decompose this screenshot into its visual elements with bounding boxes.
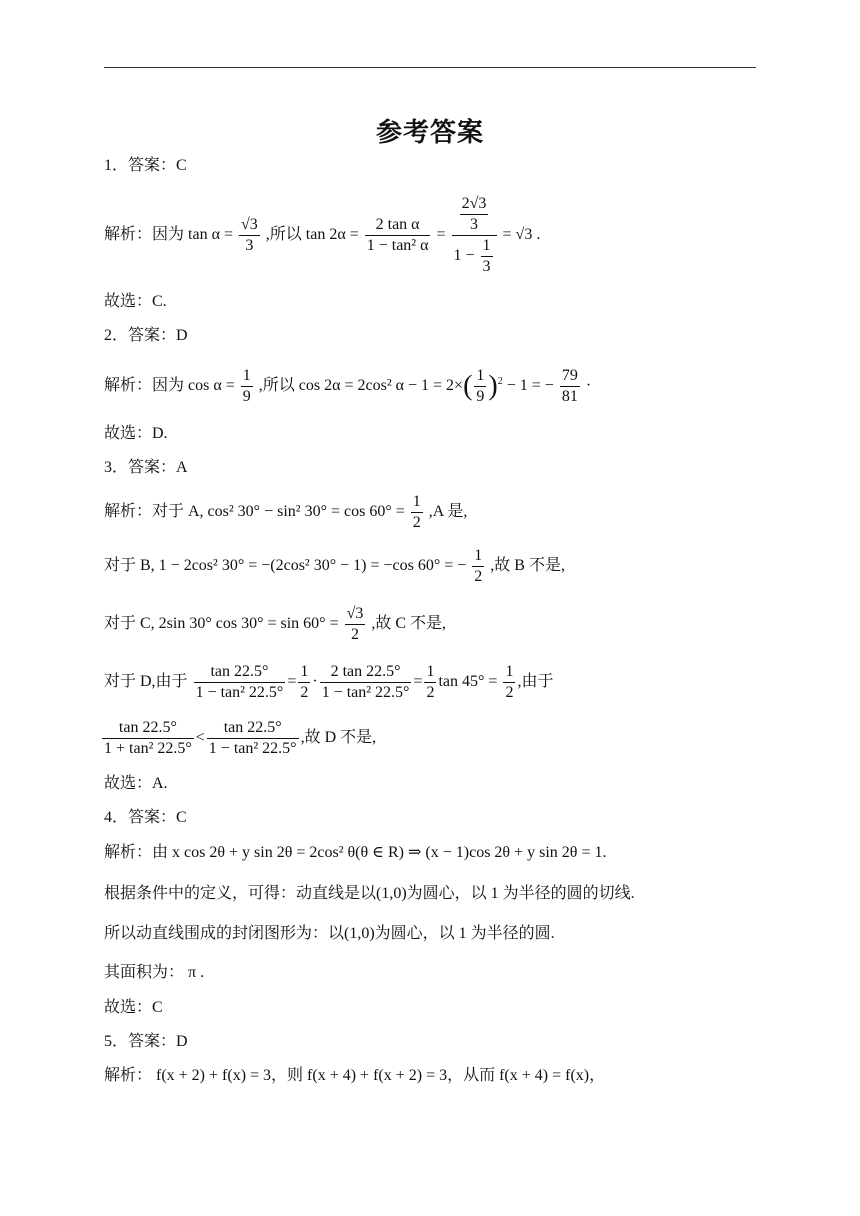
q3-c-frac [345, 604, 366, 645]
q2-frac-2 [474, 366, 486, 407]
q3-d3-num: 2 tan 22.5° [320, 662, 412, 683]
q1-frac-3-den [452, 236, 497, 277]
q2-cos-lhs: cos α = [188, 377, 239, 395]
q3-a-num: 1 [411, 492, 423, 513]
q2-sq: 2 [497, 375, 503, 387]
q1-frac-3-den-pre: 1 − [453, 247, 479, 265]
q3-answer: 3．答案：A [104, 459, 188, 476]
q3-line-c [104, 604, 446, 645]
q2-frac-3 [560, 366, 580, 407]
q1-frac-3 [452, 194, 497, 277]
q2-mid: ,所以 [258, 377, 295, 395]
q3-b-post: ,故 B 不是, [490, 557, 565, 575]
q3-a-den: 2 [412, 514, 421, 531]
q3-d4-num: 1 [424, 662, 436, 683]
q3-d2-den: 2 [300, 684, 309, 701]
q3-d4-tail: tan 45° = [438, 673, 502, 691]
q1-frac-3-num-frac [460, 194, 489, 235]
q2-expr: cos 2α = 2cos² α − 1 = 2× [298, 377, 464, 395]
q5-line-1: 解析： f(x + 2) + f(x) = 3，则 f(x + 4) + f(x + 2) = 3，从而 f(x + 4) = f(x)， [104, 1067, 606, 1084]
q1-frac-1 [239, 215, 260, 256]
q2-frac-1-num: 1 [241, 366, 253, 387]
q2-frac-1 [241, 366, 253, 407]
q2-rparen: ) [488, 370, 498, 402]
q3-d5-den: 2 [505, 684, 514, 701]
q3-choose: 故选：A. [104, 775, 168, 792]
q1-prefix: 解析：因为 [104, 226, 185, 244]
q1-mid: ,所以 [265, 226, 302, 244]
q1-solution [104, 194, 540, 277]
q3-d5-num: 1 [503, 662, 515, 683]
q3-c-pre: 对于 C, 2sin 30° cos 30° = sin 60° = [104, 615, 343, 633]
q1-frac-2-den: 1 − tan² α [366, 237, 429, 254]
page-title: 参考答案 [375, 118, 484, 148]
q5-answer: 5．答案：D [104, 1033, 188, 1050]
q1-frac-3-dn: 1 [481, 236, 493, 257]
q2-frac-3-den: 81 [561, 388, 578, 405]
q3-line-d: 对于 D,由于 $\frac{\tan 22.5^\circ}{\text{1 − tan² 22.5°}}$ = $\frac{1}{2}$ · $\frac{2 \tan 22.5^\circ}{\text{1 − tan² 22.5°}}$ = $\frac{1}{2}$ tan 45° = $\frac{1}{2}$ ,由于 [104, 663, 554, 701]
q1-frac-2 [365, 215, 431, 256]
q4-line-3: 所以动直线围成的封闭图形为：以(1,0)为圆心，以 1 为半径的圆. [104, 925, 555, 942]
q3-d4-den: 2 [426, 684, 435, 701]
q1-frac-3-nd: 3 [470, 216, 479, 233]
q3-a-frac [411, 492, 423, 533]
header-rule [104, 67, 756, 68]
q3-b-frac [472, 546, 484, 587]
q1-eq2-lhs: tan 2α = [305, 226, 363, 244]
q2-frac-3-num: 79 [560, 366, 580, 387]
q1-equals: = [436, 226, 446, 244]
q3-d-frac-3 [320, 662, 412, 703]
q3-line-b [104, 546, 565, 587]
q1-choose: 故选：C. [104, 293, 167, 310]
q3-a-post: ,A 是, [428, 503, 468, 521]
q3-e2-den: 1 − tan² 22.5° [208, 740, 297, 757]
q2-frac-1-den: 9 [242, 388, 251, 405]
q2-frac-2-den: 9 [476, 388, 485, 405]
q3-e2-num: tan 22.5° [207, 718, 299, 739]
q4-line-4: 其面积为： π . [104, 964, 205, 981]
q3-e-frac-2 [207, 718, 299, 759]
q3-d-post: ,由于 [517, 673, 554, 691]
q3-c-post: ,故 C 不是, [371, 615, 447, 633]
q1-result: = √3 . [502, 226, 541, 244]
q4-line-2: 根据条件中的定义，可得：动直线是以(1,0)为圆心，以 1 为半径的圆的切线. [104, 885, 635, 902]
q2-solution [104, 366, 591, 407]
q1-frac-3-num [452, 194, 497, 236]
q2-lparen: ( [463, 370, 473, 402]
q2-tail: − 1 = − [506, 377, 554, 395]
q1-frac-1-den: 3 [245, 237, 254, 254]
q4-choose: 故选：C [104, 999, 163, 1016]
q3-d-frac-5 [503, 662, 515, 703]
q2-prefix: 解析：因为 [104, 377, 185, 395]
q3-c-num: √3 [345, 604, 366, 625]
q2-end: · [585, 377, 592, 395]
q1-frac-3-dd: 3 [482, 258, 491, 275]
q3-a-pre: 解析：对于 A, cos² 30° − sin² 30° = cos 60° = [104, 503, 409, 521]
q3-d-frac-2 [298, 662, 310, 703]
q2-answer: 2．答案：D [104, 327, 188, 344]
q3-line-a [104, 492, 467, 533]
q3-b-pre: 对于 B, 1 − 2cos² 30° = −(2cos² 30° − 1) = −cos 60° = − [104, 557, 467, 575]
q3-d1-den: 1 − tan² 22.5° [195, 684, 284, 701]
q3-d-frac-1 [194, 662, 286, 703]
q1-frac-1-num: √3 [239, 215, 260, 236]
q3-e-post: ,故 D 不是, [300, 729, 377, 747]
q1-answer: 1．答案：C [104, 157, 187, 174]
q3-d-frac-4 [424, 662, 436, 703]
q3-d3-den: 1 − tan² 22.5° [321, 684, 410, 701]
q3-b-num: 1 [472, 546, 484, 567]
q2-choose: 故选：D. [104, 425, 168, 442]
q2-frac-2-num: 1 [474, 366, 486, 387]
q3-c-den: 2 [350, 626, 359, 643]
q3-d-pre: 对于 D,由于 [104, 673, 188, 691]
q3-e1-num: tan 22.5° [102, 718, 194, 739]
q3-d1-num: tan 22.5° [194, 662, 286, 683]
q3-e-frac-1 [102, 718, 194, 759]
q4-line-1: 解析：由 x cos 2θ + y sin 2θ = 2cos² θ(θ ∈ R) ⇒ (x − 1)cos 2θ + y sin 2θ = 1. [104, 844, 607, 861]
q4-answer: 4．答案：C [104, 809, 187, 826]
q3-line-e: $\frac{\tan 22.5^\circ}{\text{1 + tan² 22.5°}}$ < $\frac{\tan 22.5^\circ}{\text{1 − tan² 22.5°}}$ ,故 D 不是, [104, 719, 377, 757]
q3-d2-num: 1 [298, 662, 310, 683]
q1-frac-3-nn: 2√3 [460, 194, 489, 215]
q1-frac-2-num: 2 tan α [365, 215, 431, 236]
q1-frac-3-den-frac [481, 236, 493, 277]
q1-eq1-lhs: tan α = [188, 226, 237, 244]
q3-b-den: 2 [474, 568, 483, 585]
q3-e1-den: 1 + tan² 22.5° [104, 740, 192, 757]
